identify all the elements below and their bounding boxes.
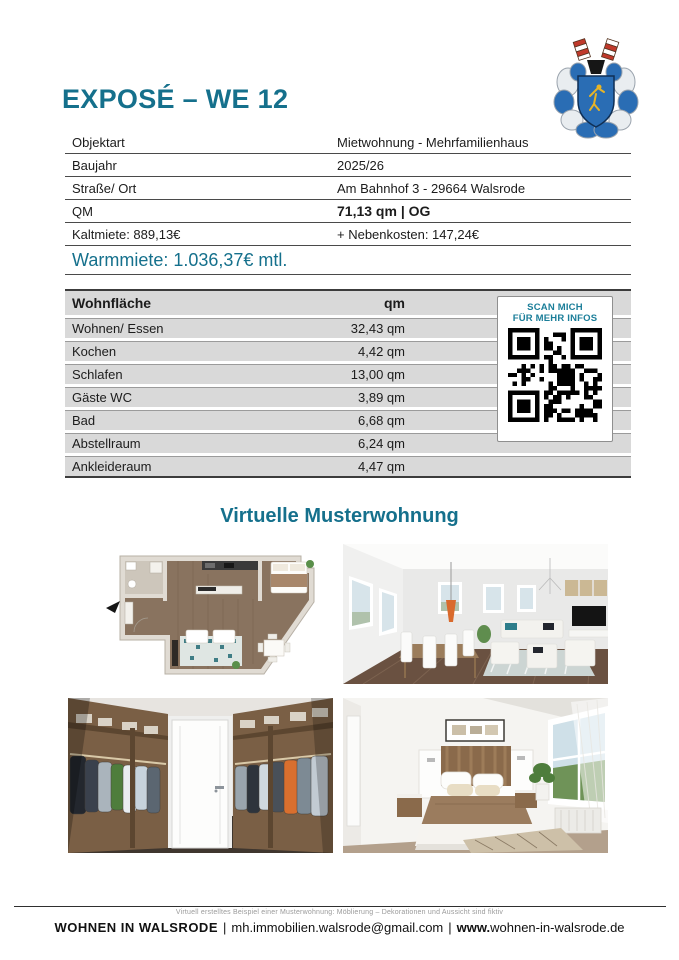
footer-divider xyxy=(14,906,666,907)
detail-value: Mietwohnung - Mehrfamilienhaus xyxy=(337,134,529,150)
table-row xyxy=(65,177,631,200)
table-row xyxy=(65,200,631,223)
footer-separator: | xyxy=(223,920,227,935)
detail-value: Am Bahnhof 3 - 29664 Walsrode xyxy=(337,180,526,196)
room-area: 4,47 qm xyxy=(358,459,405,474)
property-details-table xyxy=(65,131,631,275)
table-row xyxy=(65,223,631,246)
warmmiete-text: Warmmiete: 1.036,37€ mtl. xyxy=(72,250,288,270)
qr-code xyxy=(508,328,602,422)
room-name: Schlafen xyxy=(72,367,123,382)
room-name: Wohnen/ Essen xyxy=(72,321,164,336)
area-header-unit: qm xyxy=(384,295,405,311)
detail-label: QM xyxy=(72,203,93,219)
footer-contact xyxy=(0,920,679,935)
room-area: 3,89 qm xyxy=(358,390,405,405)
room-name: Bad xyxy=(72,413,96,428)
room-name: Abstellraum xyxy=(72,436,141,451)
floor-plan-image xyxy=(68,544,333,684)
area-header-label: Wohnfläche xyxy=(72,295,152,311)
qr-caption-line1: SCAN MICH xyxy=(527,302,583,313)
footer-disclaimer: Virtuell erstelltes Beispiel einer Musterwohnung: Möblierung – Dekorationen und Aussicht sind fiktiv xyxy=(175,909,504,916)
detail-value: + Nebenkosten: 147,24€ xyxy=(337,226,480,242)
detail-value: 71,13 qm | OG xyxy=(337,203,431,219)
qr-caption-line2: FÜR MEHR INFOS xyxy=(512,313,598,324)
room-name: Gäste WC xyxy=(72,390,132,405)
qr-caption xyxy=(498,302,612,324)
brand-name: WOHNEN IN WALSRODE xyxy=(54,920,218,935)
room-area: 4,42 qm xyxy=(358,344,405,359)
detail-label: Baujahr xyxy=(72,157,117,173)
living-room-image xyxy=(343,544,608,684)
detail-label: Objektart xyxy=(72,134,125,150)
table-row xyxy=(65,154,631,177)
room-name: Kochen xyxy=(72,344,117,359)
email-link[interactable]: mh.immobilien.walsrode@gmail.com xyxy=(231,920,444,935)
room-name: Ankleideraum xyxy=(72,459,152,474)
walk-in-closet-image xyxy=(68,698,333,853)
page-title: EXPOSÉ – WE 12 xyxy=(62,84,289,114)
room-area: 32,43 qm xyxy=(350,321,405,336)
table-row xyxy=(65,131,631,154)
footer-separator: | xyxy=(448,920,452,935)
room-area: 13,00 qm xyxy=(350,367,405,382)
website-link[interactable]: www.wohnen-in-walsrode.de xyxy=(456,920,625,935)
warmmiete-row xyxy=(65,246,631,275)
detail-value: 2025/26 xyxy=(337,157,384,173)
bedroom-image xyxy=(343,698,608,853)
room-area: 6,68 qm xyxy=(358,413,405,428)
detail-label: Straße/ Ort xyxy=(72,180,137,196)
walsrode-coat-of-arms-icon xyxy=(548,38,644,140)
room-area: 6,24 qm xyxy=(358,436,405,451)
qr-panel xyxy=(497,296,613,442)
gallery-heading: Virtuelle Musterwohnung xyxy=(220,505,459,527)
table-row xyxy=(65,456,631,476)
detail-label: Kaltmiete: 889,13€ xyxy=(72,226,181,242)
